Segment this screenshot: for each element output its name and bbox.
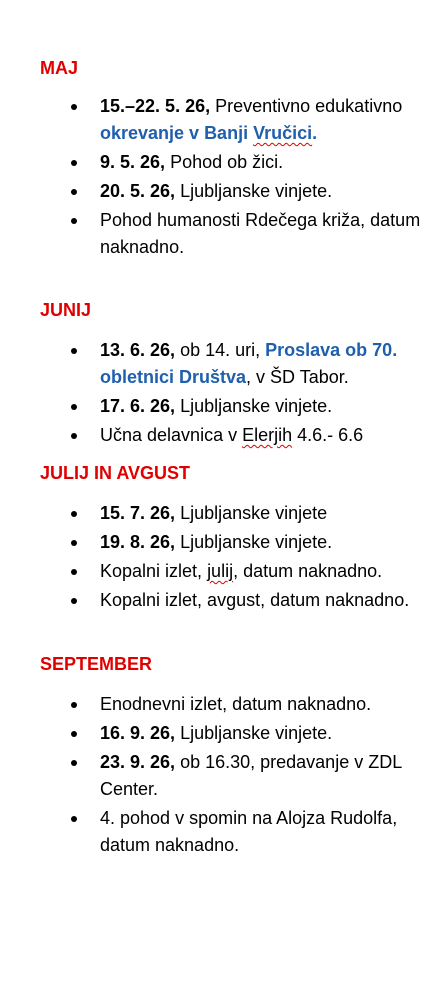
event-text: Ljubljanske vinjete. xyxy=(175,532,333,552)
event-text: , v ŠD Tabor. xyxy=(246,367,349,387)
section-heading-maj: MAJ xyxy=(40,58,79,78)
event-text: 4. pohod v spomin na Alojza Rudolfa, datum naknadno. xyxy=(100,808,398,855)
list-item xyxy=(0,337,443,391)
list-item xyxy=(0,149,443,176)
bullet-icon xyxy=(71,189,77,195)
event-link-okrevanje[interactable]: okrevanje v Banji xyxy=(100,123,254,143)
event-link-vrucici[interactable]: Vručici xyxy=(253,123,313,143)
bullet-icon xyxy=(71,511,77,517)
list-item xyxy=(0,529,443,556)
event-text: Kopalni izlet, avgust, datum naknadno. xyxy=(100,590,410,610)
bullet-icon xyxy=(71,433,77,439)
list-item xyxy=(0,805,443,859)
event-date: 16. 9. 26, xyxy=(100,723,176,743)
list-item xyxy=(0,422,443,449)
event-date: 15. 7. 26, xyxy=(100,503,176,523)
event-text: Preventivno edukativno xyxy=(210,96,403,116)
bullet-icon xyxy=(71,348,77,354)
event-link-period: . xyxy=(312,123,318,143)
event-text: ob 14. uri, xyxy=(175,340,266,360)
event-text: Kopalni izlet, xyxy=(100,561,208,581)
bullet-icon xyxy=(71,218,77,224)
event-date: 17. 6. 26, xyxy=(100,396,176,416)
event-text: Pohod ob žici. xyxy=(165,152,284,172)
event-text: , datum naknadno. xyxy=(233,561,383,581)
bullet-icon xyxy=(71,104,77,110)
event-text: Ljubljanske vinjete xyxy=(175,503,328,523)
list-item xyxy=(0,93,443,147)
section-list-maj xyxy=(0,93,443,263)
event-text-elerjih: Elerjih xyxy=(242,425,293,445)
event-text: Ljubljanske vinjete. xyxy=(175,396,333,416)
event-text: Pohod humanosti Rdečega križa, datum naknadno. xyxy=(100,210,421,257)
event-date: 9. 5. 26, xyxy=(100,152,166,172)
list-item xyxy=(0,207,443,261)
bullet-icon xyxy=(71,760,77,766)
section-heading-junij: JUNIJ xyxy=(40,300,92,320)
list-item xyxy=(0,393,443,420)
section-heading-september: SEPTEMBER xyxy=(40,654,153,674)
list-item xyxy=(0,749,443,803)
bullet-icon xyxy=(71,702,77,708)
event-date: 15.–22. 5. 26, xyxy=(100,96,211,116)
event-text: Učna delavnica v xyxy=(100,425,243,445)
event-date: 23. 9. 26, xyxy=(100,752,176,772)
event-date: 19. 8. 26, xyxy=(100,532,176,552)
section-heading-julij-avgust: JULIJ IN AVGUST xyxy=(40,463,191,483)
bullet-icon xyxy=(71,404,77,410)
bullet-icon xyxy=(71,160,77,166)
section-list-julij-avgust xyxy=(0,500,443,616)
event-date: 20. 5. 26, xyxy=(100,181,176,201)
list-item xyxy=(0,178,443,205)
event-text: ob 16.30, predavanje v ZDL Center. xyxy=(100,752,402,799)
bullet-icon xyxy=(71,540,77,546)
section-list-september xyxy=(0,691,443,861)
event-text: Enodnevni izlet, datum naknadno. xyxy=(100,694,372,714)
section-list-junij xyxy=(0,337,443,451)
list-item xyxy=(0,720,443,747)
list-item xyxy=(0,558,443,585)
event-link-proslava[interactable]: Proslava ob 70. obletnici Društva xyxy=(100,340,398,387)
list-item xyxy=(0,500,443,527)
list-item xyxy=(0,587,443,614)
bullet-icon xyxy=(71,598,77,604)
event-date: 13. 6. 26, xyxy=(100,340,176,360)
bullet-icon xyxy=(71,569,77,575)
bullet-icon xyxy=(71,816,77,822)
list-item xyxy=(0,691,443,718)
bullet-icon xyxy=(71,731,77,737)
event-text: 4.6.- 6.6 xyxy=(292,425,364,445)
event-text: Ljubljanske vinjete. xyxy=(175,723,333,743)
event-text-julij: julij xyxy=(207,561,234,581)
event-text: Ljubljanske vinjete. xyxy=(175,181,333,201)
